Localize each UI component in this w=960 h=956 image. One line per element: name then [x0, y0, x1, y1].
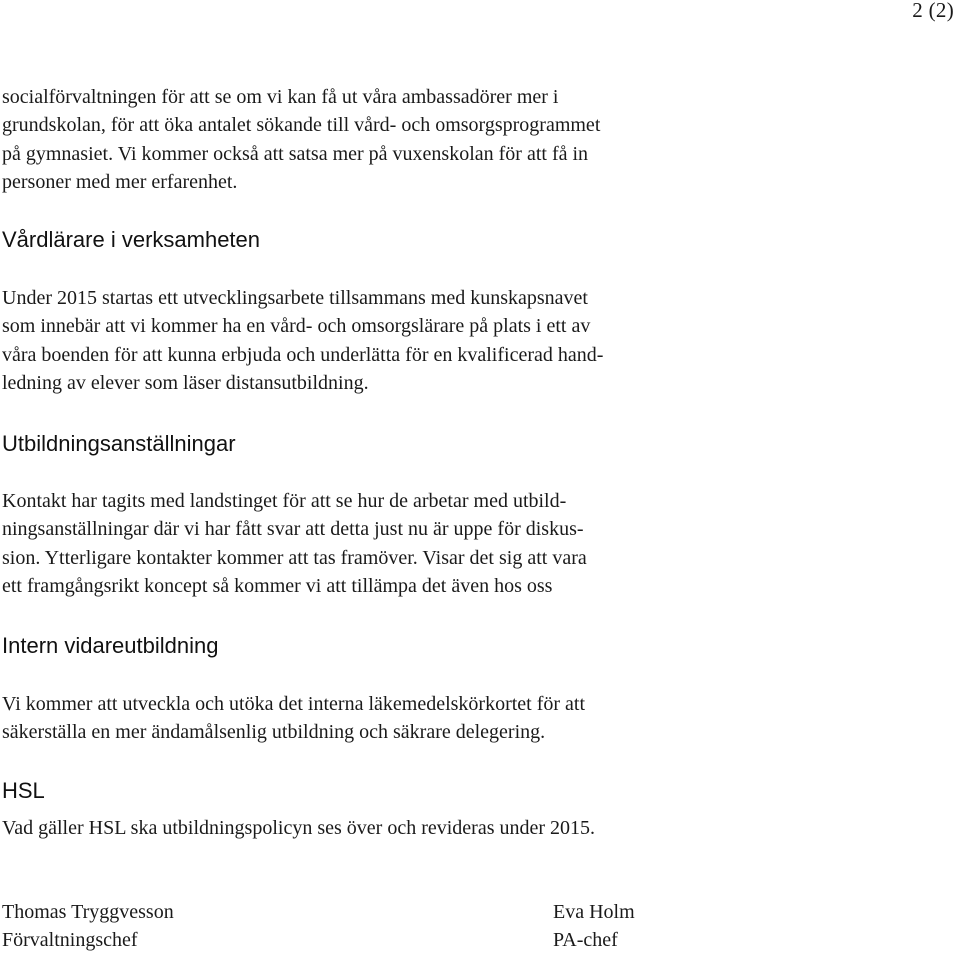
paragraph-line: grundskolan, för att öka antalet sökande till vård- och omsorgsprogrammet — [2, 114, 601, 137]
signature-block-left — [2, 898, 174, 955]
paragraph-line: socialförvaltningen för att se om vi kan få ut våra ambassadörer mer i — [2, 86, 559, 108]
heading-utbildningsanstallningar: Utbildningsanställningar — [2, 431, 236, 456]
paragraph-line: som innebär att vi kommer ha en vård- och omsorgslärare på plats i ett av — [2, 315, 591, 338]
heading-vardlarare: Vårdlärare i verksamheten — [2, 227, 261, 252]
signatory-title: PA-chef — [553, 929, 618, 952]
paragraph-line: sion. Ytterligare kontakter kommer att tas framöver. Visar det sig att vara — [2, 546, 587, 569]
intern-vidareutbildning-paragraph — [2, 690, 585, 747]
signature-block-right — [553, 898, 635, 955]
signatory-name: Eva Holm — [553, 901, 635, 923]
paragraph-line: ledning av elever som läser distansutbildning. — [2, 372, 369, 395]
paragraph-line: Kontakt har tagits med landstinget för att se hur de arbetar med utbild- — [2, 490, 567, 512]
paragraph-line: våra boenden för att kunna erbjuda och underlätta för en kvalificerad hand- — [2, 343, 604, 366]
paragraph-line: säkerställa en mer ändamålsenlig utbildning och säkrare delegering. — [2, 721, 546, 744]
heading-hsl: HSL — [2, 778, 45, 803]
signatory-name: Thomas Tryggvesson — [2, 901, 174, 923]
hsl-paragraph — [2, 814, 595, 842]
paragraph-line: Vad gäller HSL ska utbildningspolicyn ses över och revideras under 2015. — [2, 817, 596, 839]
paragraph-line: ett framgångsrikt koncept så kommer vi att tillämpa det även hos oss — [2, 575, 553, 598]
paragraph-line: ningsanställningar där vi har fått svar att detta just nu är uppe för diskus- — [2, 518, 584, 541]
signatory-title: Förvaltningschef — [2, 929, 138, 952]
paragraph-line: på gymnasiet. Vi kommer också att satsa mer på vuxenskolan för att få in — [2, 142, 589, 165]
heading-intern-vidareutbildning: Intern vidareutbildning — [2, 633, 219, 658]
utbildningsanstallningar-paragraph — [2, 487, 587, 601]
paragraph-line: Vi kommer att utveckla och utöka det interna läkemedelskörkortet för att — [2, 693, 586, 715]
page-number: 2 (2) — [912, 0, 954, 22]
vardlarare-paragraph — [2, 284, 603, 398]
intro-paragraph — [2, 83, 600, 197]
paragraph-line: Under 2015 startas ett utvecklingsarbete tillsammans med kunskapsnavet — [2, 287, 588, 309]
paragraph-line: personer med mer erfarenhet. — [2, 171, 238, 194]
